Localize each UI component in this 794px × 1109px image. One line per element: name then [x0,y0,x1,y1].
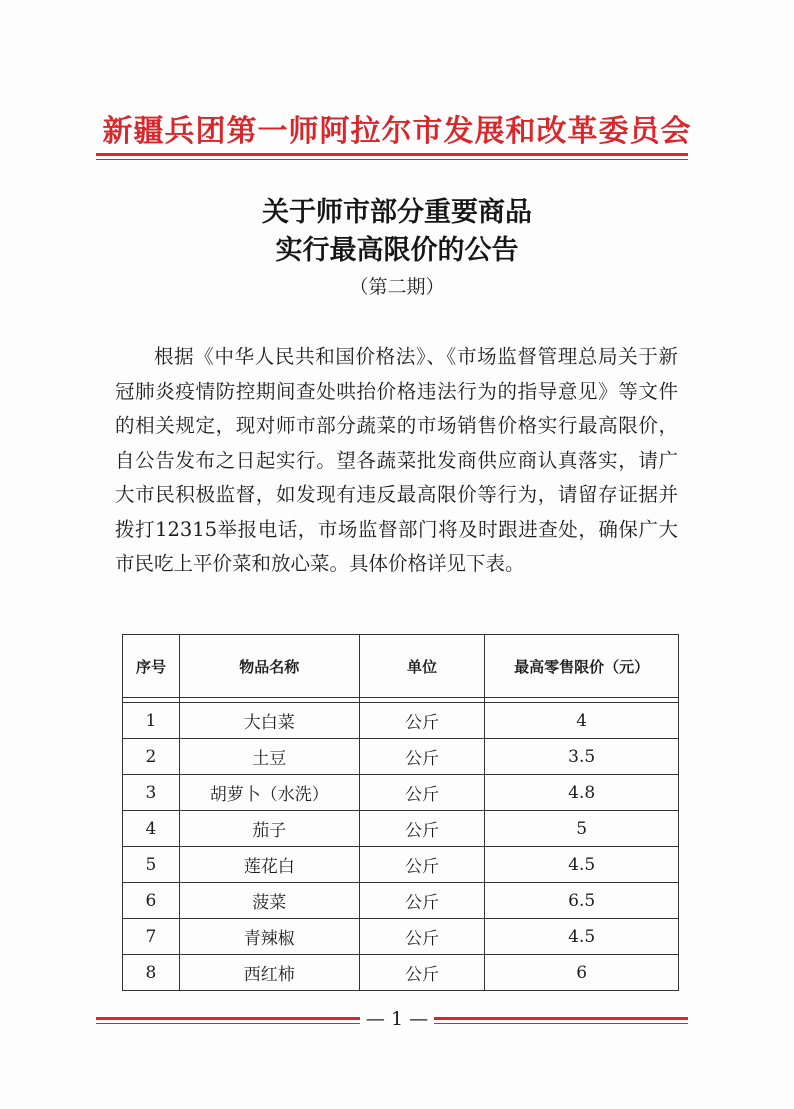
header-index: 序号 [123,635,180,698]
cell-unit: 公斤 [359,883,485,919]
header-rule-thin [96,159,688,160]
header-rule-thick [96,153,688,156]
cell-unit: 公斤 [359,703,485,739]
header-max-price: 最高零售限价（元） [485,635,679,698]
org-title: 新疆兵团第一师阿拉尔市发展和改革委员会 [102,114,692,149]
table-row [123,739,679,775]
cell-item: 菠菜 [179,883,359,919]
header-unit: 单位 [359,635,485,698]
cell-item: 茄子 [179,811,359,847]
cell-price: 3.5 [485,739,679,775]
cell-unit: 公斤 [359,811,485,847]
table-row [123,955,679,991]
table-row [123,703,679,739]
cell-unit: 公斤 [359,739,485,775]
cell-item: 莲花白 [179,847,359,883]
cell-unit: 公斤 [359,847,485,883]
table-row [123,883,679,919]
cell-price: 6 [485,955,679,991]
cell-item: 西红柿 [179,955,359,991]
table-row [123,775,679,811]
price-table [122,634,679,991]
header-item-name: 物品名称 [179,635,359,698]
table-header-row [123,635,679,698]
cell-item: 青辣椒 [179,919,359,955]
cell-price: 4 [485,703,679,739]
cell-unit: 公斤 [359,775,485,811]
cell-index: 6 [123,883,180,919]
cell-price: 4.8 [485,775,679,811]
cell-item: 大白菜 [179,703,359,739]
cell-item: 土豆 [179,739,359,775]
page-number: — 1 — [360,1008,434,1030]
cell-index: 4 [123,811,180,847]
cell-index: 5 [123,847,180,883]
issue-number: （第二期） [349,276,445,298]
page-number-wrap [0,1008,794,1030]
cell-unit: 公斤 [359,955,485,991]
table-row [123,811,679,847]
cell-item: 胡萝卜（水洗） [179,775,359,811]
cell-unit: 公斤 [359,919,485,955]
table-row [123,847,679,883]
cell-price: 5 [485,811,679,847]
cell-price: 4.5 [485,847,679,883]
cell-index: 7 [123,919,180,955]
cell-index: 2 [123,739,180,775]
cell-index: 8 [123,955,180,991]
cell-index: 3 [123,775,180,811]
cell-price: 4.5 [485,919,679,955]
cell-index: 1 [123,703,180,739]
table-row [123,919,679,955]
notice-title-line1: 关于师市部分重要商品 [262,197,532,228]
notice-title-line2: 实行最高限价的公告 [275,235,519,266]
cell-price: 6.5 [485,883,679,919]
body-paragraph: 根据《中华人民共和国价格法》、《市场监督管理总局关于新冠肺炎疫情防控期间查处哄抬价格违法行为的指导意见》等文件的相关规定，现对师市部分蔬菜的市场销售价格实行最高限价，自公告发布之日起实行。望各蔬菜批发商供应商认真落实，请广大市民积极监督，如发现有违反最高限价等行为，请留存证据并拨打12315举报电话，市场监督部门将及时跟进查处，确保广大市民吃上平价菜和放心菜。具体价格详见下表。 [115,345,678,575]
